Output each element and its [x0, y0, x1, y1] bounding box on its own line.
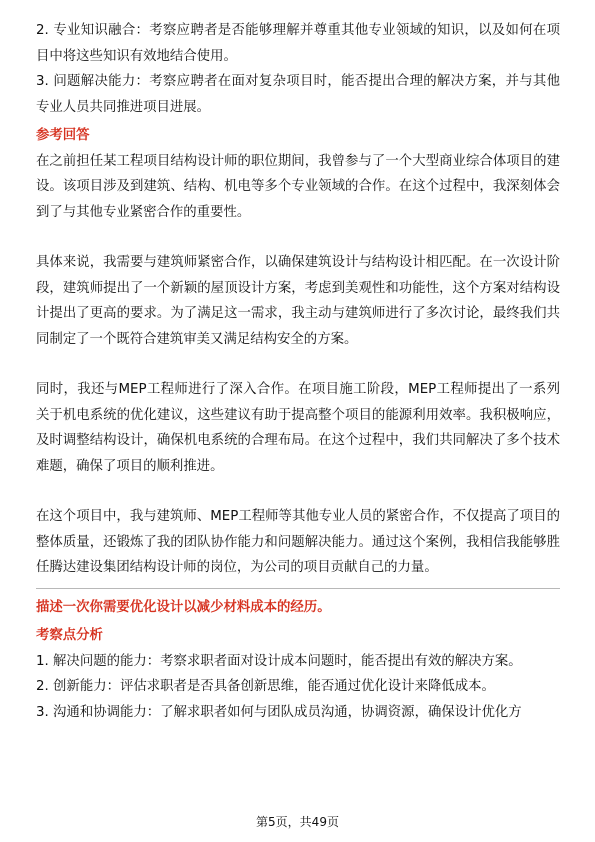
- list-item: 2. 专业知识融合：考察应聘者是否能够理解并尊重其他专业领域的知识，以及如何在项目中将这些知识有效地结合使用。: [36, 23, 560, 64]
- list-item: 3. 沟通和协调能力：了解求职者如何与团队成员沟通，协调资源，确保设计优化方: [36, 704, 522, 720]
- intro-list: [36, 18, 560, 120]
- answer-paragraph: 具体来说，我需要与建筑师紧密合作，以确保建筑设计与结构设计相匹配。在一次设计阶段，建筑师提出了一个新颖的屋顶设计方案，考虑到美观性和功能性，这个方案对结构设计提出了更高的要求。为了满足这一需求，我主动与建筑师进行了多次讨论，最终我们共同制定了一个既符合建筑审美又满足结构安全的方案。: [36, 255, 560, 347]
- answer-heading: 参考回答: [36, 128, 90, 143]
- answer-paragraph: 同时，我还与MEP工程师进行了深入合作。在项目施工阶段，MEP工程师提出了一系列关于机电系统的优化建议，这些建议有助于提高整个项目的能源利用效率。我积极响应，及时调整结构设计，确保机电系统的合理布局。在这个过程中，我们共同解决了多个技术难题，确保了项目的顺利推进。: [36, 382, 560, 474]
- list-item: 3. 问题解决能力：考察应聘者在面对复杂项目时，能否提出合理的解决方案，并与其他专业人员共同推进项目进展。: [36, 74, 560, 115]
- answer-body: [36, 149, 560, 581]
- analysis-list: [36, 649, 560, 726]
- section-divider: [36, 588, 560, 589]
- list-item: 2. 创新能力：评估求职者是否具备创新思维，能否通过优化设计来降低成本。: [36, 679, 495, 694]
- answer-paragraph: 在这个项目中，我与建筑师、MEP工程师等其他专业人员的紧密合作，不仅提高了项目的整体质量，还锻炼了我的团队协作能力和问题解决能力。通过这个案例，我相信我能够胜任腾达建设集团结构设计师的岗位，为公司的项目贡献自己的力量。: [36, 509, 560, 575]
- question-title: 描述一次你需要优化设计以减少材料成本的经历。: [36, 599, 331, 615]
- page-content: [36, 18, 560, 725]
- page-footer: 第5页，共49页: [256, 815, 339, 829]
- analysis-heading: 考察点分析: [36, 628, 103, 643]
- answer-paragraph: 在之前担任某工程项目结构设计师的职位期间，我曾参与了一个大型商业综合体项目的建设。该项目涉及到建筑、结构、机电等多个专业领域的合作。在这个过程中，我深刻体会到了与其他专业紧密合作的重要性。: [36, 153, 560, 220]
- list-item: 1. 解决问题的能力：考察求职者面对设计成本问题时，能否提出有效的解决方案。: [36, 653, 522, 669]
